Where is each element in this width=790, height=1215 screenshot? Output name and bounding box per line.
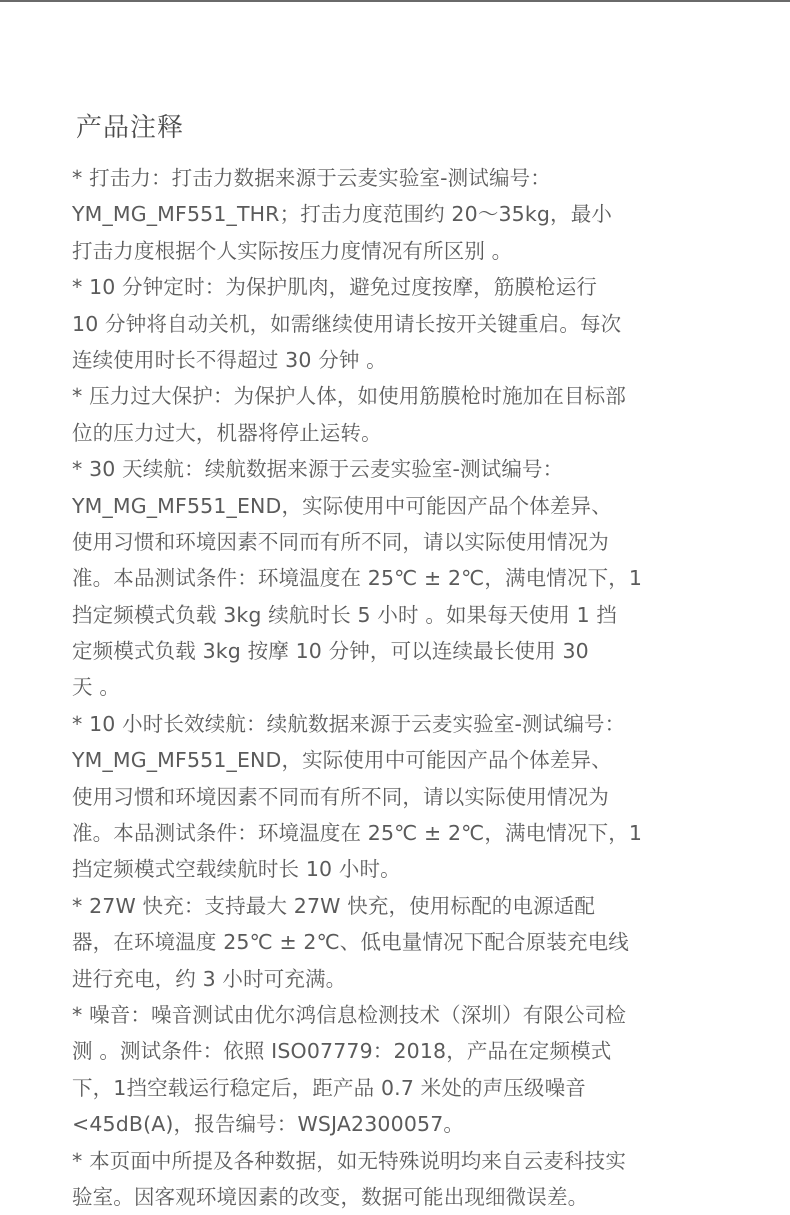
note-line: 使用习惯和环境因素不同而有所不同，请以实际使用情况为 <box>72 784 609 809</box>
note-line: YM_MG_MF551_END，实际使用中可能因产品个体差异、 <box>72 748 612 773</box>
note-line: YM_MG_MF551_END，实际使用中可能因产品个体差异、 <box>72 493 612 518</box>
note-line: * 27W 快充：支持最大 27W 快充，使用标配的电源适配 <box>72 893 596 918</box>
note-line: 准。本品测试条件：环境温度在 25℃ ± 2℃，满电情况下，1 <box>72 566 643 591</box>
note-line: 准。本品测试条件：环境温度在 25℃ ± 2℃，满电情况下，1 <box>72 821 643 846</box>
note-line: * 噪音：噪音测试由优尔鸿信息检测技术（深圳）有限公司检 <box>72 1002 626 1027</box>
note-line: 天 。 <box>72 675 120 700</box>
product-notes <box>72 160 722 1215</box>
note-line: 进行充电，约 3 小时可充满。 <box>72 966 347 991</box>
note-line: * 本页面中所提及各种数据，如无特殊说明均来自云麦科技实 <box>72 1148 626 1173</box>
note-line: 连续使用时长不得超过 30 分钟 。 <box>72 347 387 372</box>
note-line: <45dB(A)，报告编号：WSJA2300057。 <box>72 1112 465 1137</box>
note-line: * 打击力：打击力数据来源于云麦实验室-测试编号： <box>72 166 551 190</box>
page-title: 产品注释 <box>76 113 185 143</box>
note-line: * 10 分钟定时：为保护肌肉，避免过度按摩，筋膜枪运行 <box>72 275 598 300</box>
note-line: 打击力度根据个人实际按压力度情况有所区别 。 <box>72 238 513 263</box>
top-divider <box>0 0 790 2</box>
note-line: 10 分钟将自动关机，如需继续使用请长按开关键重启。每次 <box>72 311 622 336</box>
note-line: * 10 小时长效续航：续航数据来源于云麦实验室-测试编号： <box>72 711 626 736</box>
note-line: YM_MG_MF551_THR；打击力度范围约 20～35kg，最小 <box>72 202 612 227</box>
note-line: 位的压力过大，机器将停止运转。 <box>72 420 382 445</box>
note-line: * 30 天续航：续航数据来源于云麦实验室-测试编号： <box>72 457 564 482</box>
note-line: * 压力过大保护：为保护人体，如使用筋膜枪时施加在目标部 <box>72 384 626 409</box>
note-line: 测 。测试条件：依照 ISO07779：2018，产品在定频模式 <box>72 1039 612 1064</box>
note-line: 下，1挡空载运行稳定后，距产品 0.7 米处的声压级噪音 <box>72 1075 586 1100</box>
note-line: 使用习惯和环境因素不同而有所不同，请以实际使用情况为 <box>72 529 609 554</box>
note-line: 挡定频模式负载 3kg 续航时长 5 小时 。如果每天使用 1 挡 <box>72 602 618 627</box>
note-line: 定频模式负载 3kg 按摩 10 分钟，可以连续最长使用 30 <box>72 639 589 664</box>
note-line: 器，在环境温度 25℃ ± 2℃、低电量情况下配合原装充电线 <box>72 930 629 955</box>
note-line: 挡定频模式空载续航时长 10 小时。 <box>72 857 401 882</box>
note-line: 验室。因客观环境因素的改变，数据可能出现细微误差。 <box>72 1184 589 1209</box>
